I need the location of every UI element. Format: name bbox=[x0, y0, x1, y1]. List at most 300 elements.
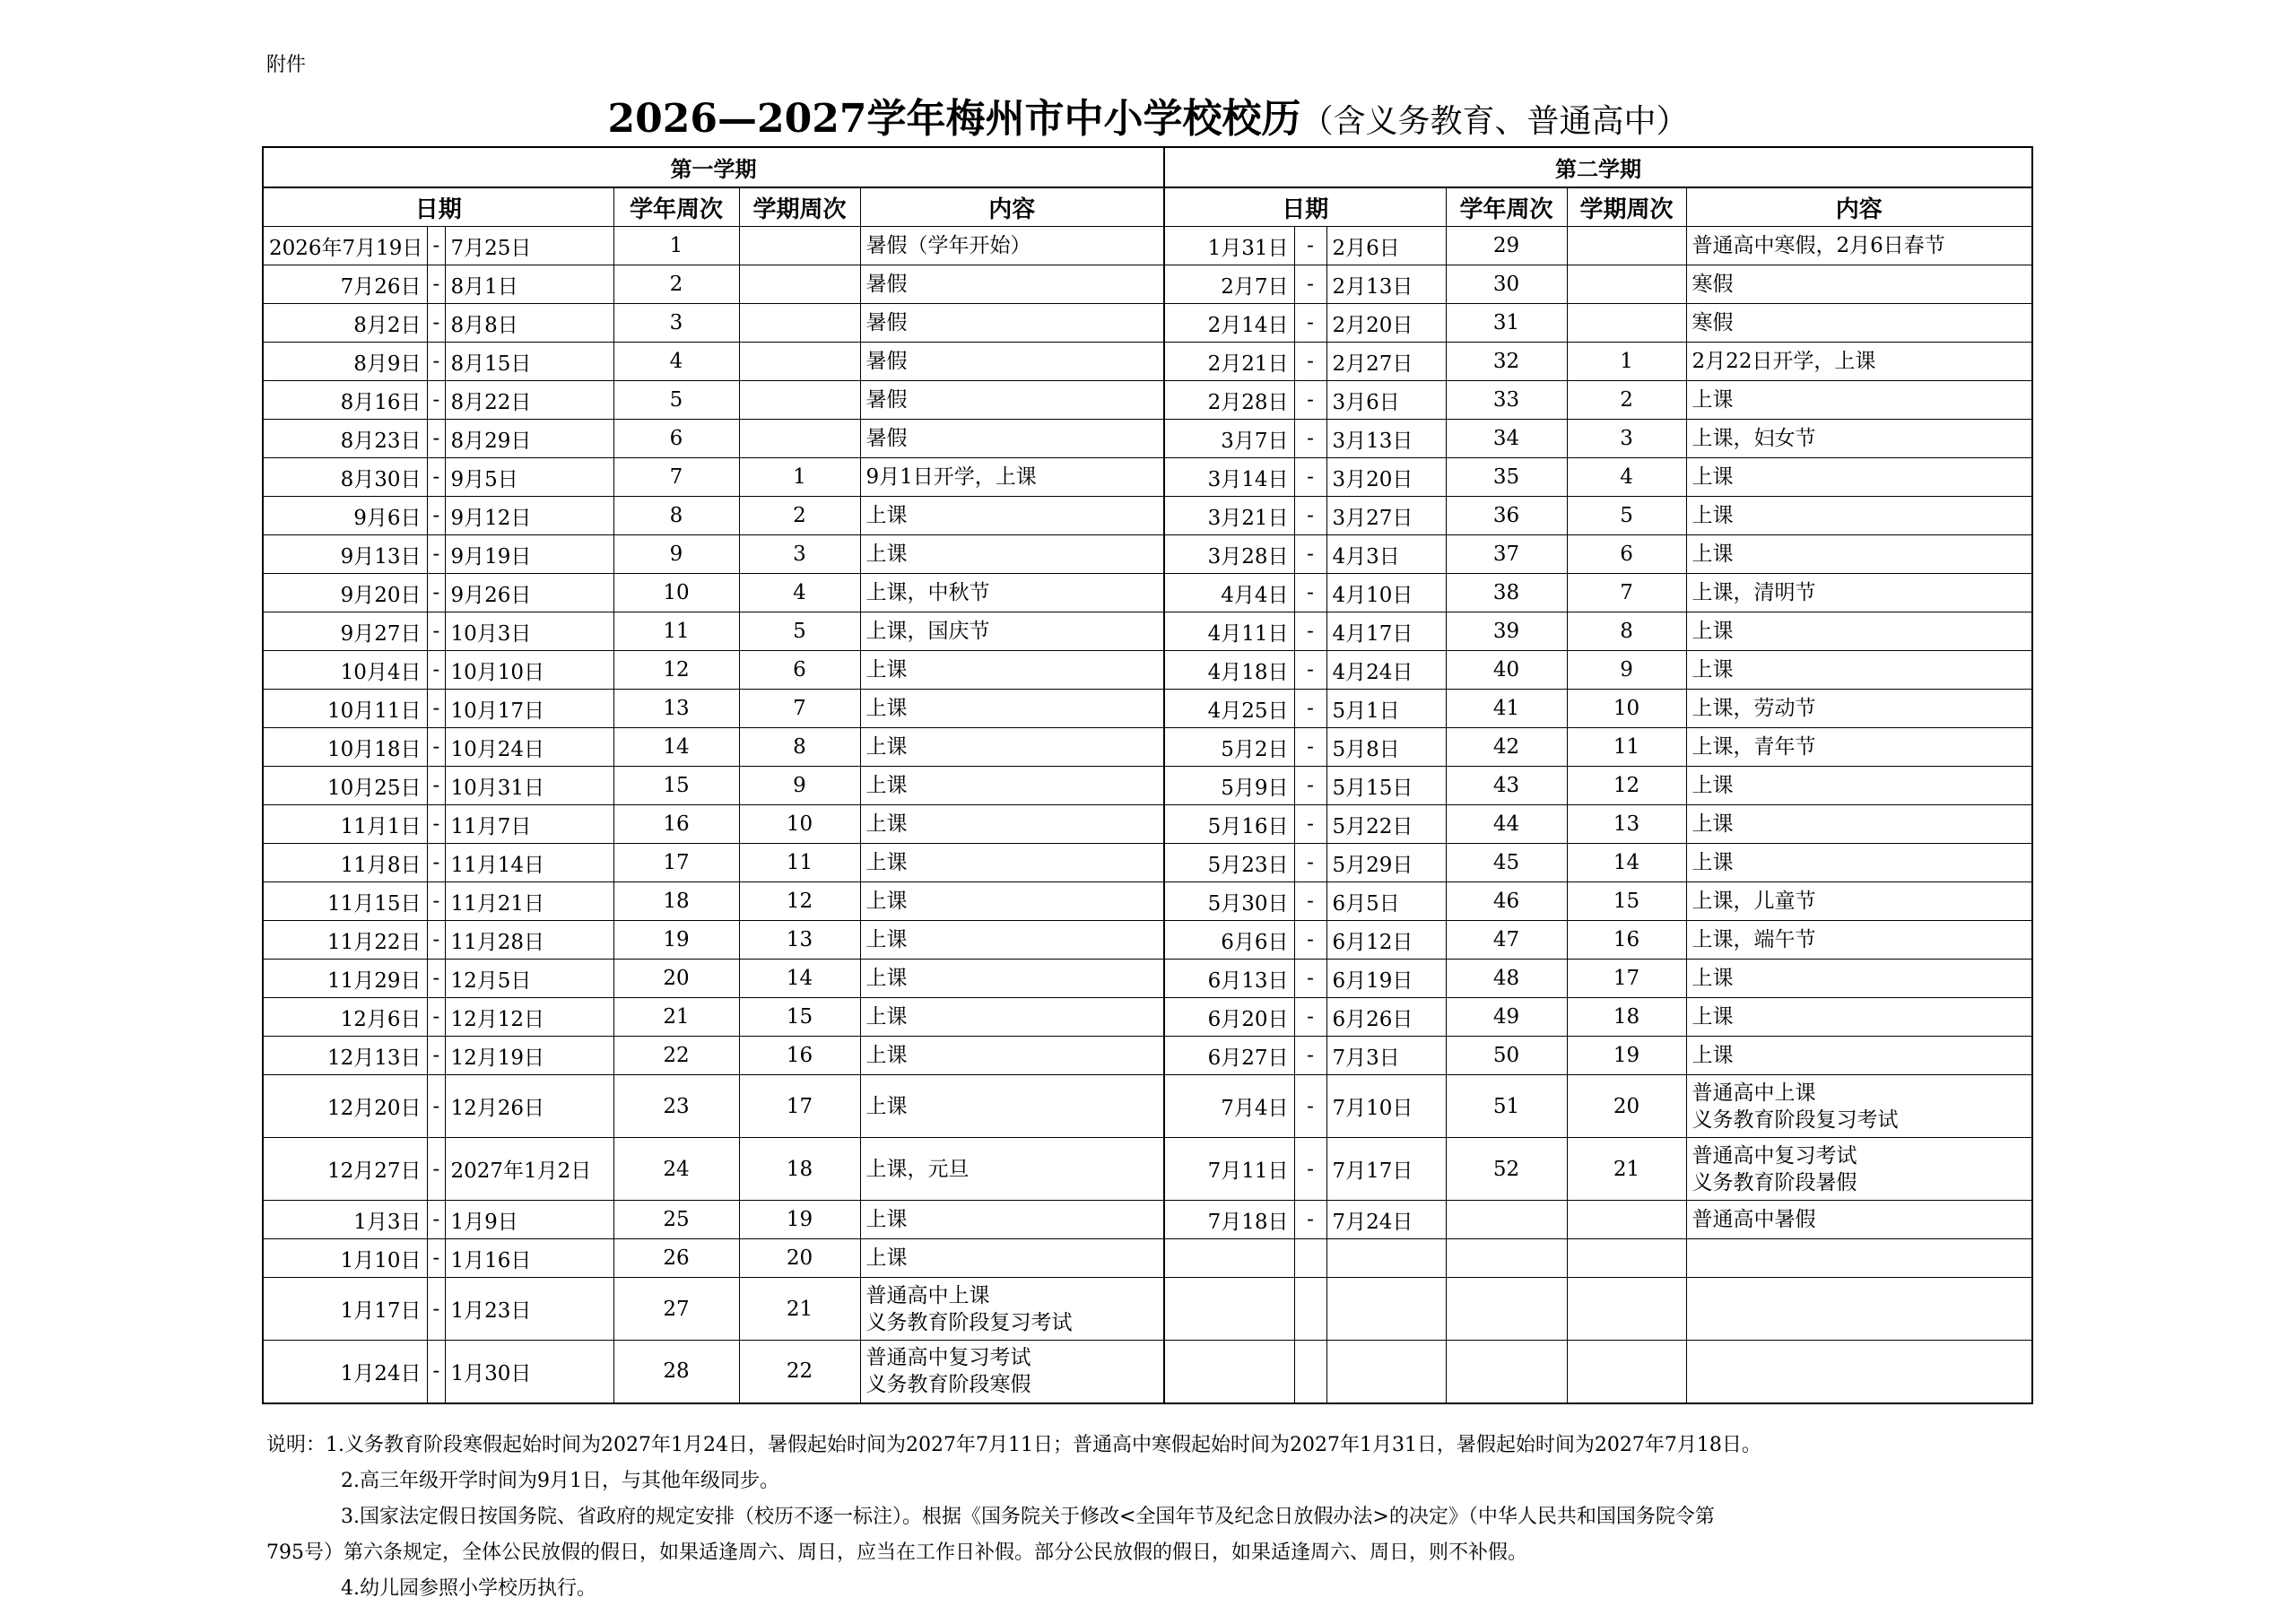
s2-school-week: 44 bbox=[1446, 805, 1567, 844]
table-row bbox=[263, 1138, 2032, 1201]
s2-content bbox=[1686, 1201, 2032, 1239]
s1-content-line: 上课，国庆节 bbox=[865, 620, 990, 643]
s1-term-week: 19 bbox=[739, 1201, 860, 1239]
s2-school-week bbox=[1446, 1278, 1567, 1341]
s1-school-week: 27 bbox=[613, 1278, 739, 1341]
s2-date-separator: - bbox=[1294, 1138, 1326, 1201]
s1-date-start: 8月2日 bbox=[263, 304, 427, 343]
s1-content bbox=[860, 805, 1164, 844]
s2-date-end: 5月15日 bbox=[1326, 767, 1446, 805]
s2-content-line: 上课 bbox=[1692, 465, 1734, 489]
s2-date-start: 7月11日 bbox=[1164, 1138, 1294, 1201]
s2-date-separator: - bbox=[1294, 882, 1326, 921]
s2-content-line: 上课 bbox=[1692, 504, 1734, 527]
s1-school-week: 3 bbox=[613, 304, 739, 343]
s1-term-week: 4 bbox=[739, 574, 860, 612]
s2-school-week: 49 bbox=[1446, 998, 1567, 1037]
s1-date-end: 11月21日 bbox=[445, 882, 613, 921]
s2-term-week: 1 bbox=[1567, 343, 1686, 381]
s2-term-week: 12 bbox=[1567, 767, 1686, 805]
s1-content bbox=[860, 458, 1164, 497]
s2-term-week: 17 bbox=[1567, 960, 1686, 998]
s2-date-end: 5月1日 bbox=[1326, 690, 1446, 728]
s1-date-start: 12月27日 bbox=[263, 1138, 427, 1201]
s2-date-separator: - bbox=[1294, 574, 1326, 612]
s2-date-separator: - bbox=[1294, 960, 1326, 998]
s1-content bbox=[860, 574, 1164, 612]
s1-content bbox=[860, 1037, 1164, 1075]
s2-content bbox=[1686, 767, 2032, 805]
s2-date-start bbox=[1164, 1239, 1294, 1278]
s2-content bbox=[1686, 304, 2032, 343]
s2-content bbox=[1686, 998, 2032, 1037]
s1-term-week: 14 bbox=[739, 960, 860, 998]
s2-date-separator: - bbox=[1294, 690, 1326, 728]
s2-date-separator: - bbox=[1294, 921, 1326, 960]
s2-content bbox=[1686, 420, 2032, 458]
s2-date-start: 3月14日 bbox=[1164, 458, 1294, 497]
s2-content bbox=[1686, 1341, 2032, 1403]
s2-date-separator: - bbox=[1294, 343, 1326, 381]
s1-date-start: 8月9日 bbox=[263, 343, 427, 381]
s2-content bbox=[1686, 844, 2032, 882]
s2-date-end: 3月20日 bbox=[1326, 458, 1446, 497]
s2-school-week: 33 bbox=[1446, 381, 1567, 420]
s1-date-end: 10月24日 bbox=[445, 728, 613, 767]
s2-term-week: 4 bbox=[1567, 458, 1686, 497]
s1-date-end: 1月23日 bbox=[445, 1278, 613, 1341]
table-row bbox=[263, 921, 2032, 960]
s1-date-separator: - bbox=[427, 690, 445, 728]
s1-content-line: 上课 bbox=[865, 890, 908, 913]
s2-date-separator: - bbox=[1294, 227, 1326, 265]
s2-date-start: 3月21日 bbox=[1164, 497, 1294, 535]
s1-date-end: 2027年1月2日 bbox=[445, 1138, 613, 1201]
s2-school-week bbox=[1446, 1239, 1567, 1278]
s1-term-week: 8 bbox=[739, 728, 860, 767]
s1-school-week: 14 bbox=[613, 728, 739, 767]
note-1: 说明：1.义务教育阶段寒假起始时间为2027年1月24日，暑假起始时间为2027年7月11日；普通高中寒假起始时间为2027年1月31日，暑假起始时间为2027年7月18日。 bbox=[266, 1434, 1761, 1456]
s1-school-week: 23 bbox=[613, 1075, 739, 1138]
s2-school-week: 38 bbox=[1446, 574, 1567, 612]
s1-date-separator: - bbox=[427, 1341, 445, 1403]
s2-content-line: 上课，清明节 bbox=[1692, 581, 1816, 604]
s1-date-separator: - bbox=[427, 805, 445, 844]
s2-date-start: 2月28日 bbox=[1164, 381, 1294, 420]
s2-content bbox=[1686, 1138, 2032, 1201]
s2-content bbox=[1686, 805, 2032, 844]
s1-content bbox=[860, 960, 1164, 998]
s2-date-header: 日期 bbox=[1164, 187, 1446, 227]
note-4: 4.幼儿园参照小学校历执行。 bbox=[341, 1577, 596, 1600]
s1-content-line: 暑假（学年开始） bbox=[865, 234, 1031, 257]
s2-school-week: 43 bbox=[1446, 767, 1567, 805]
s2-date-separator: - bbox=[1294, 304, 1326, 343]
s2-school-week-header: 学年周次 bbox=[1446, 187, 1567, 227]
s2-content-line: 上课，端午节 bbox=[1692, 928, 1816, 951]
s2-term-week: 8 bbox=[1567, 612, 1686, 651]
s2-date-end: 4月10日 bbox=[1326, 574, 1446, 612]
s2-date-end: 7月24日 bbox=[1326, 1201, 1446, 1239]
s1-content bbox=[860, 1341, 1164, 1403]
s2-content bbox=[1686, 343, 2032, 381]
s1-date-end: 8月15日 bbox=[445, 343, 613, 381]
note-3: 3.国家法定假日按国务院、省政府的规定安排（校历不逐一标注）。根据《国务院关于修改<全国年节及纪念日放假办法>的决定》（中华人民共和国国务院令第 bbox=[341, 1506, 1715, 1528]
s1-school-week: 22 bbox=[613, 1037, 739, 1075]
s2-content bbox=[1686, 690, 2032, 728]
s1-date-start: 11月8日 bbox=[263, 844, 427, 882]
s2-school-week: 50 bbox=[1446, 1037, 1567, 1075]
s2-term-week bbox=[1567, 227, 1686, 265]
s1-term-week: 13 bbox=[739, 921, 860, 960]
s1-date-start: 8月23日 bbox=[263, 420, 427, 458]
s2-content bbox=[1686, 458, 2032, 497]
s2-school-week: 29 bbox=[1446, 227, 1567, 265]
s2-term-week: 6 bbox=[1567, 535, 1686, 574]
s2-content-line: 上课，青年节 bbox=[1692, 735, 1816, 759]
table-row bbox=[263, 343, 2032, 381]
s1-content bbox=[860, 882, 1164, 921]
s1-content bbox=[860, 690, 1164, 728]
s2-date-start bbox=[1164, 1341, 1294, 1403]
note-2: 2.高三年级开学时间为9月1日，与其他年级同步。 bbox=[341, 1470, 779, 1492]
s1-term-week: 11 bbox=[739, 844, 860, 882]
s2-date-start: 4月18日 bbox=[1164, 651, 1294, 690]
s1-date-start: 12月6日 bbox=[263, 998, 427, 1037]
s1-date-end: 12月5日 bbox=[445, 960, 613, 998]
s2-date-separator: - bbox=[1294, 420, 1326, 458]
s1-content bbox=[860, 728, 1164, 767]
s2-school-week: 35 bbox=[1446, 458, 1567, 497]
table-row bbox=[263, 304, 2032, 343]
s1-school-week-header: 学年周次 bbox=[613, 187, 739, 227]
s2-date-end: 4月24日 bbox=[1326, 651, 1446, 690]
notes-section bbox=[266, 1428, 2024, 1607]
s2-date-start: 5月23日 bbox=[1164, 844, 1294, 882]
s1-content-line: 上课 bbox=[865, 928, 908, 951]
s1-date-end: 8月8日 bbox=[445, 304, 613, 343]
s1-date-end: 9月12日 bbox=[445, 497, 613, 535]
table-row bbox=[263, 960, 2032, 998]
s1-content-line: 上课 bbox=[865, 1044, 908, 1067]
s1-school-week: 24 bbox=[613, 1138, 739, 1201]
s1-school-week: 16 bbox=[613, 805, 739, 844]
s1-date-end: 7月25日 bbox=[445, 227, 613, 265]
s2-date-start: 5月16日 bbox=[1164, 805, 1294, 844]
s1-school-week: 28 bbox=[613, 1341, 739, 1403]
attachment-label: 附件 bbox=[266, 54, 307, 76]
s2-school-week: 42 bbox=[1446, 728, 1567, 767]
s1-date-start: 1月3日 bbox=[263, 1201, 427, 1239]
s2-school-week: 37 bbox=[1446, 535, 1567, 574]
s2-content bbox=[1686, 960, 2032, 998]
s1-date-separator: - bbox=[427, 343, 445, 381]
s2-school-week: 34 bbox=[1446, 420, 1567, 458]
s1-date-separator: - bbox=[427, 497, 445, 535]
s1-content bbox=[860, 1239, 1164, 1278]
s1-content bbox=[860, 1201, 1164, 1239]
s2-date-end: 6月26日 bbox=[1326, 998, 1446, 1037]
s1-content bbox=[860, 767, 1164, 805]
s2-term-week bbox=[1567, 304, 1686, 343]
s2-content-line-2: 义务教育阶段复习考试 bbox=[1692, 1107, 1899, 1132]
s2-content bbox=[1686, 227, 2032, 265]
s1-content-line: 上课 bbox=[865, 851, 908, 874]
table-row bbox=[263, 1278, 2032, 1341]
table-row bbox=[263, 227, 2032, 265]
s1-date-start: 11月1日 bbox=[263, 805, 427, 844]
s2-date-separator: - bbox=[1294, 1201, 1326, 1239]
s2-date-start: 3月7日 bbox=[1164, 420, 1294, 458]
s1-school-week: 17 bbox=[613, 844, 739, 882]
table-row bbox=[263, 420, 2032, 458]
s2-date-end: 4月3日 bbox=[1326, 535, 1446, 574]
s1-date-start: 2026年7月19日 bbox=[263, 227, 427, 265]
s2-term-week bbox=[1567, 1341, 1686, 1403]
s1-school-week: 2 bbox=[613, 265, 739, 304]
s1-date-end: 12月19日 bbox=[445, 1037, 613, 1075]
s1-content bbox=[860, 1075, 1164, 1138]
s2-date-start: 6月27日 bbox=[1164, 1037, 1294, 1075]
s2-school-week: 36 bbox=[1446, 497, 1567, 535]
s2-content-line: 上课，劳动节 bbox=[1692, 697, 1816, 720]
s2-content-line: 寒假 bbox=[1692, 273, 1734, 296]
s1-content bbox=[860, 921, 1164, 960]
s2-date-end: 5月22日 bbox=[1326, 805, 1446, 844]
s2-content bbox=[1686, 497, 2032, 535]
s1-term-week: 16 bbox=[739, 1037, 860, 1075]
s2-date-start: 2月7日 bbox=[1164, 265, 1294, 304]
s2-school-week bbox=[1446, 1201, 1567, 1239]
s2-date-separator: - bbox=[1294, 998, 1326, 1037]
s1-date-separator: - bbox=[427, 651, 445, 690]
s2-content bbox=[1686, 1239, 2032, 1278]
s1-date-end: 11月7日 bbox=[445, 805, 613, 844]
s2-date-end: 2月20日 bbox=[1326, 304, 1446, 343]
s1-date-end: 11月28日 bbox=[445, 921, 613, 960]
table-row bbox=[263, 1201, 2032, 1239]
s2-date-start: 6月13日 bbox=[1164, 960, 1294, 998]
title-main: 2026—2027学年梅州市中小学校校历 bbox=[607, 96, 1301, 142]
s2-content-line-2: 义务教育阶段暑假 bbox=[1692, 1170, 1857, 1194]
s1-content-line: 9月1日开学，上课 bbox=[865, 465, 1037, 489]
s1-content bbox=[860, 265, 1164, 304]
table-row bbox=[263, 844, 2032, 882]
s1-date-separator: - bbox=[427, 1037, 445, 1075]
s1-date-end: 12月12日 bbox=[445, 998, 613, 1037]
s2-content bbox=[1686, 651, 2032, 690]
s1-content bbox=[860, 844, 1164, 882]
s2-content-line: 上课 bbox=[1692, 851, 1734, 874]
s1-school-week: 26 bbox=[613, 1239, 739, 1278]
s1-date-end: 10月17日 bbox=[445, 690, 613, 728]
s2-date-separator bbox=[1294, 1278, 1326, 1341]
s2-content-line: 上课 bbox=[1692, 388, 1734, 412]
s2-date-start: 5月2日 bbox=[1164, 728, 1294, 767]
s1-date-start: 9月20日 bbox=[263, 574, 427, 612]
s2-date-start: 7月18日 bbox=[1164, 1201, 1294, 1239]
s1-school-week: 18 bbox=[613, 882, 739, 921]
s1-date-separator: - bbox=[427, 1278, 445, 1341]
s2-term-week: 13 bbox=[1567, 805, 1686, 844]
s1-school-week: 8 bbox=[613, 497, 739, 535]
s1-term-week: 17 bbox=[739, 1075, 860, 1138]
table-row bbox=[263, 1341, 2032, 1403]
s2-date-end bbox=[1326, 1278, 1446, 1341]
s2-content bbox=[1686, 728, 2032, 767]
s1-content-line: 上课 bbox=[865, 658, 908, 682]
s1-date-start: 10月4日 bbox=[263, 651, 427, 690]
s1-content bbox=[860, 381, 1164, 420]
s2-term-week: 5 bbox=[1567, 497, 1686, 535]
s2-content-line: 上课，妇女节 bbox=[1692, 427, 1816, 450]
s2-term-week bbox=[1567, 1278, 1686, 1341]
s2-date-start: 4月4日 bbox=[1164, 574, 1294, 612]
table-row bbox=[263, 805, 2032, 844]
s2-term-week bbox=[1567, 1201, 1686, 1239]
s2-content bbox=[1686, 1037, 2032, 1075]
s1-date-separator: - bbox=[427, 1138, 445, 1201]
s2-school-week: 48 bbox=[1446, 960, 1567, 998]
s1-date-separator: - bbox=[427, 227, 445, 265]
s1-content-line: 上课 bbox=[865, 1208, 908, 1231]
s1-date-start: 10月25日 bbox=[263, 767, 427, 805]
s2-term-week: 2 bbox=[1567, 381, 1686, 420]
s1-school-week: 20 bbox=[613, 960, 739, 998]
s2-content-line: 上课 bbox=[1692, 1005, 1734, 1029]
s1-school-week: 11 bbox=[613, 612, 739, 651]
s1-content-line: 上课 bbox=[865, 543, 908, 566]
s1-school-week: 4 bbox=[613, 343, 739, 381]
s1-date-end: 1月16日 bbox=[445, 1239, 613, 1278]
s1-term-week bbox=[739, 265, 860, 304]
s1-date-end: 11月14日 bbox=[445, 844, 613, 882]
s1-date-start: 12月20日 bbox=[263, 1075, 427, 1138]
s2-content bbox=[1686, 921, 2032, 960]
table-row bbox=[263, 882, 2032, 921]
table-row bbox=[263, 1239, 2032, 1278]
s2-term-week: 19 bbox=[1567, 1037, 1686, 1075]
s2-school-week: 40 bbox=[1446, 651, 1567, 690]
s2-date-start: 1月31日 bbox=[1164, 227, 1294, 265]
s1-school-week: 12 bbox=[613, 651, 739, 690]
s2-date-separator: - bbox=[1294, 767, 1326, 805]
s1-date-start: 11月22日 bbox=[263, 921, 427, 960]
s1-content-line: 暑假 bbox=[865, 427, 908, 450]
s2-term-week: 20 bbox=[1567, 1075, 1686, 1138]
s1-content-line: 上课 bbox=[865, 967, 908, 990]
s2-date-start: 5月30日 bbox=[1164, 882, 1294, 921]
s2-date-end bbox=[1326, 1239, 1446, 1278]
s2-date-end bbox=[1326, 1341, 1446, 1403]
s1-term-week: 20 bbox=[739, 1239, 860, 1278]
s2-content bbox=[1686, 1278, 2032, 1341]
s2-date-end: 3月13日 bbox=[1326, 420, 1446, 458]
s1-date-start: 1月24日 bbox=[263, 1341, 427, 1403]
s2-content-line: 上课 bbox=[1692, 543, 1734, 566]
s2-school-week: 52 bbox=[1446, 1138, 1567, 1201]
s2-school-week: 31 bbox=[1446, 304, 1567, 343]
s1-term-week bbox=[739, 227, 860, 265]
s1-date-separator: - bbox=[427, 767, 445, 805]
s1-term-week: 3 bbox=[739, 535, 860, 574]
s1-term-week: 10 bbox=[739, 805, 860, 844]
s2-school-week: 39 bbox=[1446, 612, 1567, 651]
s1-content-line: 上课，元旦 bbox=[865, 1157, 970, 1181]
s1-date-separator: - bbox=[427, 304, 445, 343]
s2-content bbox=[1686, 381, 2032, 420]
s1-term-week: 12 bbox=[739, 882, 860, 921]
s1-content-line: 上课，中秋节 bbox=[865, 581, 990, 604]
s1-date-end: 10月31日 bbox=[445, 767, 613, 805]
s2-date-end: 7月17日 bbox=[1326, 1138, 1446, 1201]
s2-date-end: 2月27日 bbox=[1326, 343, 1446, 381]
table-row bbox=[263, 381, 2032, 420]
s1-content-line: 上课 bbox=[865, 697, 908, 720]
s2-date-start: 5月9日 bbox=[1164, 767, 1294, 805]
s2-content-line: 普通高中复习考试 bbox=[1692, 1143, 1857, 1168]
s1-date-end: 9月5日 bbox=[445, 458, 613, 497]
s2-content-line: 普通高中上课 bbox=[1692, 1081, 1816, 1105]
table-row bbox=[263, 265, 2032, 304]
s1-date-separator: - bbox=[427, 844, 445, 882]
s2-term-week-header: 学期周次 bbox=[1567, 187, 1686, 227]
s1-school-week: 5 bbox=[613, 381, 739, 420]
s2-term-week: 10 bbox=[1567, 690, 1686, 728]
s2-date-start: 3月28日 bbox=[1164, 535, 1294, 574]
s1-date-separator: - bbox=[427, 265, 445, 304]
s1-term-week: 6 bbox=[739, 651, 860, 690]
s2-school-week: 32 bbox=[1446, 343, 1567, 381]
s1-school-week: 25 bbox=[613, 1201, 739, 1239]
s1-date-separator: - bbox=[427, 420, 445, 458]
s1-school-week: 6 bbox=[613, 420, 739, 458]
s1-content bbox=[860, 343, 1164, 381]
s2-term-week: 21 bbox=[1567, 1138, 1686, 1201]
s2-date-start bbox=[1164, 1278, 1294, 1341]
s2-date-separator: - bbox=[1294, 265, 1326, 304]
s2-date-separator: - bbox=[1294, 458, 1326, 497]
s2-date-end: 2月6日 bbox=[1326, 227, 1446, 265]
s1-date-header: 日期 bbox=[263, 187, 613, 227]
s1-term-week bbox=[739, 420, 860, 458]
s2-date-separator: - bbox=[1294, 651, 1326, 690]
s1-content-line: 暑假 bbox=[865, 273, 908, 296]
s2-term-week: 18 bbox=[1567, 998, 1686, 1037]
s2-date-end: 5月29日 bbox=[1326, 844, 1446, 882]
s1-content-line: 暑假 bbox=[865, 388, 908, 412]
s1-school-week: 13 bbox=[613, 690, 739, 728]
table-row bbox=[263, 574, 2032, 612]
s2-school-week: 45 bbox=[1446, 844, 1567, 882]
s1-content-line-2: 义务教育阶段寒假 bbox=[865, 1373, 1031, 1397]
s1-content-line-2: 义务教育阶段复习考试 bbox=[865, 1310, 1073, 1334]
s1-date-start: 8月16日 bbox=[263, 381, 427, 420]
s1-date-start: 8月30日 bbox=[263, 458, 427, 497]
s2-date-end: 6月5日 bbox=[1326, 882, 1446, 921]
s2-school-week: 51 bbox=[1446, 1075, 1567, 1138]
s1-date-separator: - bbox=[427, 921, 445, 960]
s1-date-end: 1月9日 bbox=[445, 1201, 613, 1239]
s1-date-end: 8月1日 bbox=[445, 265, 613, 304]
s1-content bbox=[860, 612, 1164, 651]
s1-school-week: 7 bbox=[613, 458, 739, 497]
s1-content bbox=[860, 998, 1164, 1037]
s1-content-line: 上课 bbox=[865, 1094, 908, 1118]
s2-date-separator: - bbox=[1294, 728, 1326, 767]
s1-date-end: 10月3日 bbox=[445, 612, 613, 651]
s1-date-separator: - bbox=[427, 1201, 445, 1239]
